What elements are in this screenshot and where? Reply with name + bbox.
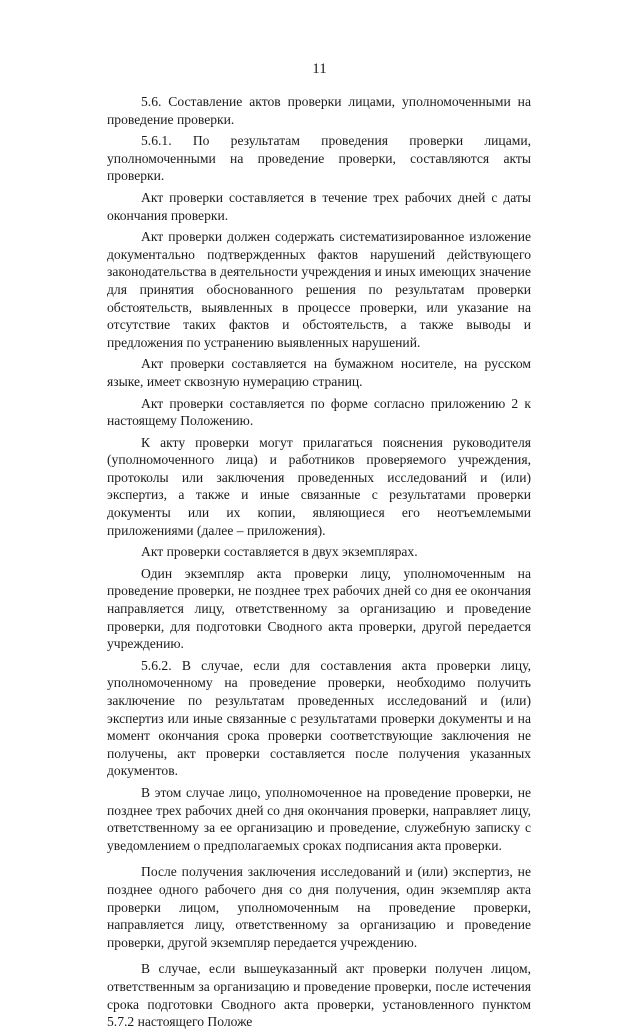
paragraph-after-conclusion: После получения заключения исследований и (или) экспертиз, не позднее одного рабочего дня со дня получения, один экземпляр акта проверки лицом, уполномоченным на проведение проверки, направляется лицу, ответственному за организацию и проведение проверки, другой экземпляр передается учреждению. — [107, 864, 531, 950]
paragraph-5-6-1: 5.6.1. По результатам проведения проверки лицами, уполномоченными на проведение проверки, составляются акты проверки. — [107, 133, 531, 184]
paragraph-memo: В этом случае лицо, уполномоченное на проведение проверки, не позднее трех рабочих дней со дня окончания проверки, направляет лицу, ответственному за ее организацию и проведение, служебную записку с уведомлением о предполагаемых сроках подписания акта проверки. — [107, 784, 531, 853]
paragraph-late-receipt: В случае, если вышеуказанный акт проверки получен лицом, ответственным за организацию и проведение проверки, после истечения срока подготовки Сводного акта проверки, установленного пунктом 5.7.2 настоящего Положе — [107, 961, 531, 1030]
paragraph-act-form: Акт проверки составляется по форме согласно приложению 2 к настоящему Положению. — [107, 395, 531, 429]
paragraph-act-attachments: К акту проверки могут прилагаться пояснения руководителя (уполномоченного лица) и работников проверяемого учреждения, протоколы или заключения проведенных исследований и (или) экспертиз, а также и иные связанные с результатами проверки документы или их копии, являющиеся его неотъемлемыми приложениями (далее – приложения). — [107, 434, 531, 538]
paragraph-5-6-2: 5.6.2. В случае, если для составления акта проверки лицу, уполномоченному на проведение проверки, необходимо получить заключение по результатам проведенных исследований и (или) экспертиз или иные связанные с результатами проверки документы и на момент окончания срока проверки соответствующие заключения не получены, акт проверки составляется после получения указанных документов. — [107, 657, 531, 779]
paragraph-act-content: Акт проверки должен содержать систематизированное изложение документально подтвержденных фактов нарушений действующего законодательства в деятельности учреждения и иных имеющих значение для принятия обоснованного решения по результатам проверки обстоятельств, выявленных в процессе проверки, или указание на отсутствие таких фактов и обстоятельств, а также выводы и предложения по устранению выявленных нарушений. — [107, 229, 531, 350]
paragraph-act-copies: Акт проверки составляется в двух экземплярах. — [141, 544, 418, 560]
paragraph-act-paper: Акт проверки составляется на бумажном носителе, на русском языке, имеет сквозную нумерацию страниц. — [107, 356, 531, 389]
paragraph-act-distribution: Один экземпляр акта проверки лицу, уполномоченным на проведение проверки, не позднее трех рабочих дней со дня ее окончания направляется лицу, ответственному за организацию и проведение проверки, для подготовки Сводного акта проверки, другой передается учреждению. — [107, 565, 531, 652]
paragraph-5-6-heading: 5.6. Составление актов проверки лицами, уполномоченными на проведение проверки. — [107, 94, 531, 127]
document-body — [107, 93, 531, 1035]
page-number: 11 — [312, 61, 327, 77]
paragraph-act-deadline: Акт проверки составляется в течение трех рабочих дней с даты окончания проверки. — [107, 189, 531, 223]
